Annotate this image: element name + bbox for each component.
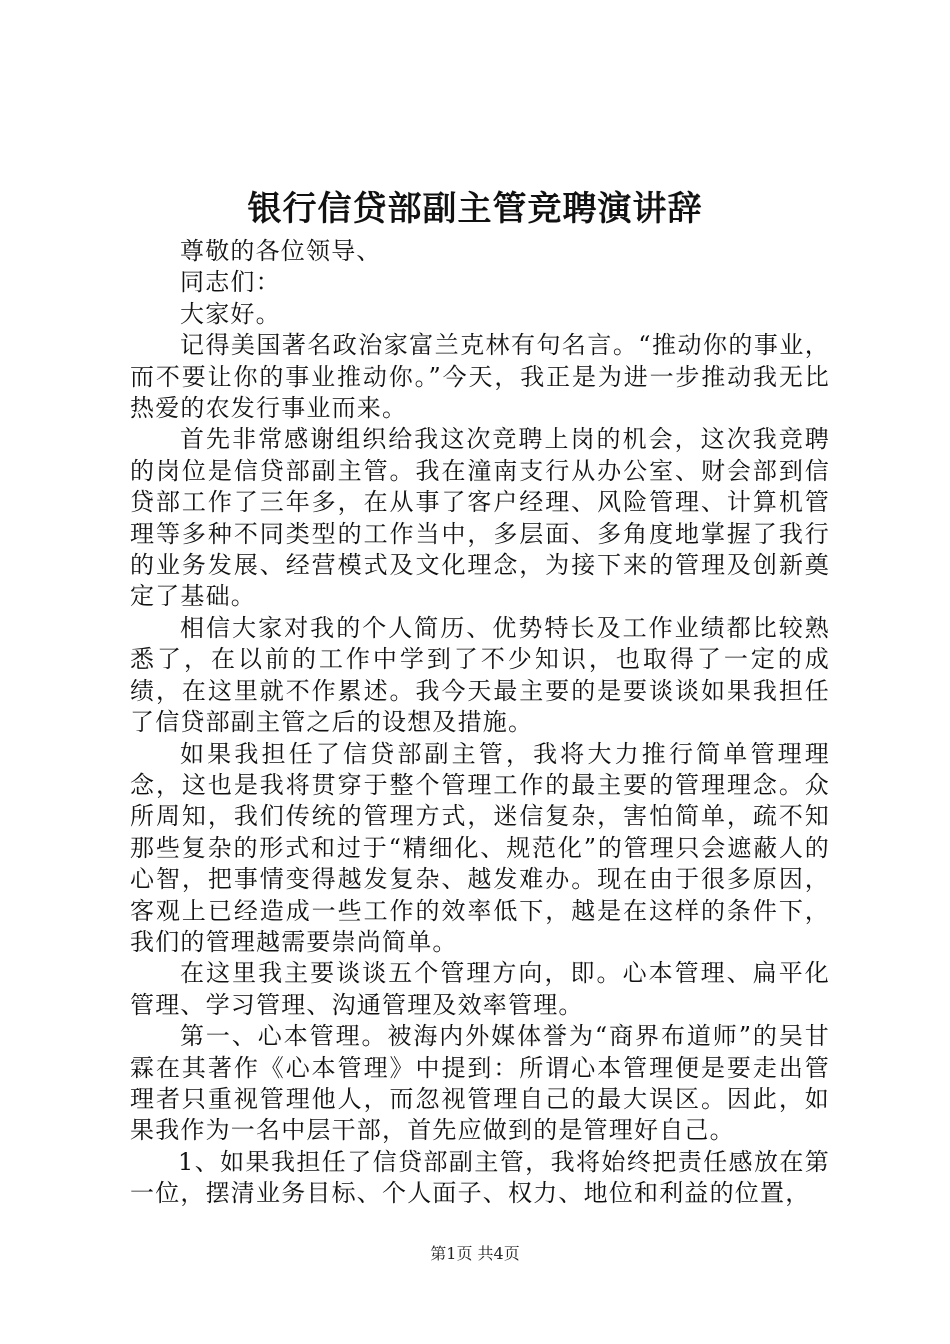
paragraph-salutation-1: 尊敬的各位领导、 [180, 237, 382, 265]
paragraph-background: 首先非常感谢组织给我这次竞聘上岗的机会，这次我竞聘的岗位是信贷部副主管。我在潼南支行从办公室、财会部到信贷部工作了三年多，在从事了客户经理、风险管理、计算机管理等多种不同类型的工作当中，多层面、多角度地掌握了我行的业务发展、经营模式及文化理念，为接下来的管理及创新奠定了基础。 [130, 425, 830, 611]
paragraph-salutation-2: 同志们： [180, 268, 281, 297]
document-title: 银行信贷部副主管竞聘演讲辞 [247, 189, 703, 229]
paragraph-intent: 相信大家对我的个人简历、优势特长及工作业绩都比较熟悉了，在以前的工作中学到了不少知识，也取得了一定的成绩，在这里就不作累述。我今天最主要的是要谈谈如果我担任了信贷部副主管之后的设想及措施。 [130, 613, 830, 737]
paragraph-five-directions: 在这里我主要谈谈五个管理方向，即。心本管理、扁平化管理、学习管理、沟通管理及效率管理。 [130, 959, 830, 1019]
paragraph-heart-management: 第一、心本管理。被海内外媒体誉为“商界布道师”的吴甘霖在其著作《心本管理》中提到：所谓心本管理便是要走出管理者只重视管理他人，而忽视管理自己的最大误区。因此，如果我作为一名中层干部，首先应做到的是管理好自己。 [130, 1022, 830, 1145]
page-footer: 第1页 共4页 [430, 1244, 520, 1263]
paragraph-point-1: 1、如果我担任了信贷部副主管，我将始终把责任感放在第一位，摆清业务目标、个人面子、权力、地位和利益的位置， [130, 1147, 830, 1208]
paragraph-quote: 记得美国著名政治家富兰克林有句名言。“推动你的事业，而不要让你的事业推动你。”今天，我正是为进一步推动我无比热爱的农发行事业而来。 [130, 331, 830, 423]
paragraph-simple-management: 如果我担任了信贷部副主管，我将大力推行简单管理理念，这也是我将贯穿于整个管理工作的最主要的管理理念。众所周知，我们传统的管理方式，迷信复杂，害怕简单，疏不知那些复杂的形式和过于“精细化、规范化”的管理只会遮蔽人的心智，把事情变得越发复杂、越发难办。现在由于很多原因，客观上已经造成一些工作的效率低下，越是在这样的条件下，我们的管理越需要崇尚简单。 [130, 739, 830, 956]
document-body [130, 236, 830, 1210]
paragraph-greeting: 大家好。 [180, 299, 281, 328]
